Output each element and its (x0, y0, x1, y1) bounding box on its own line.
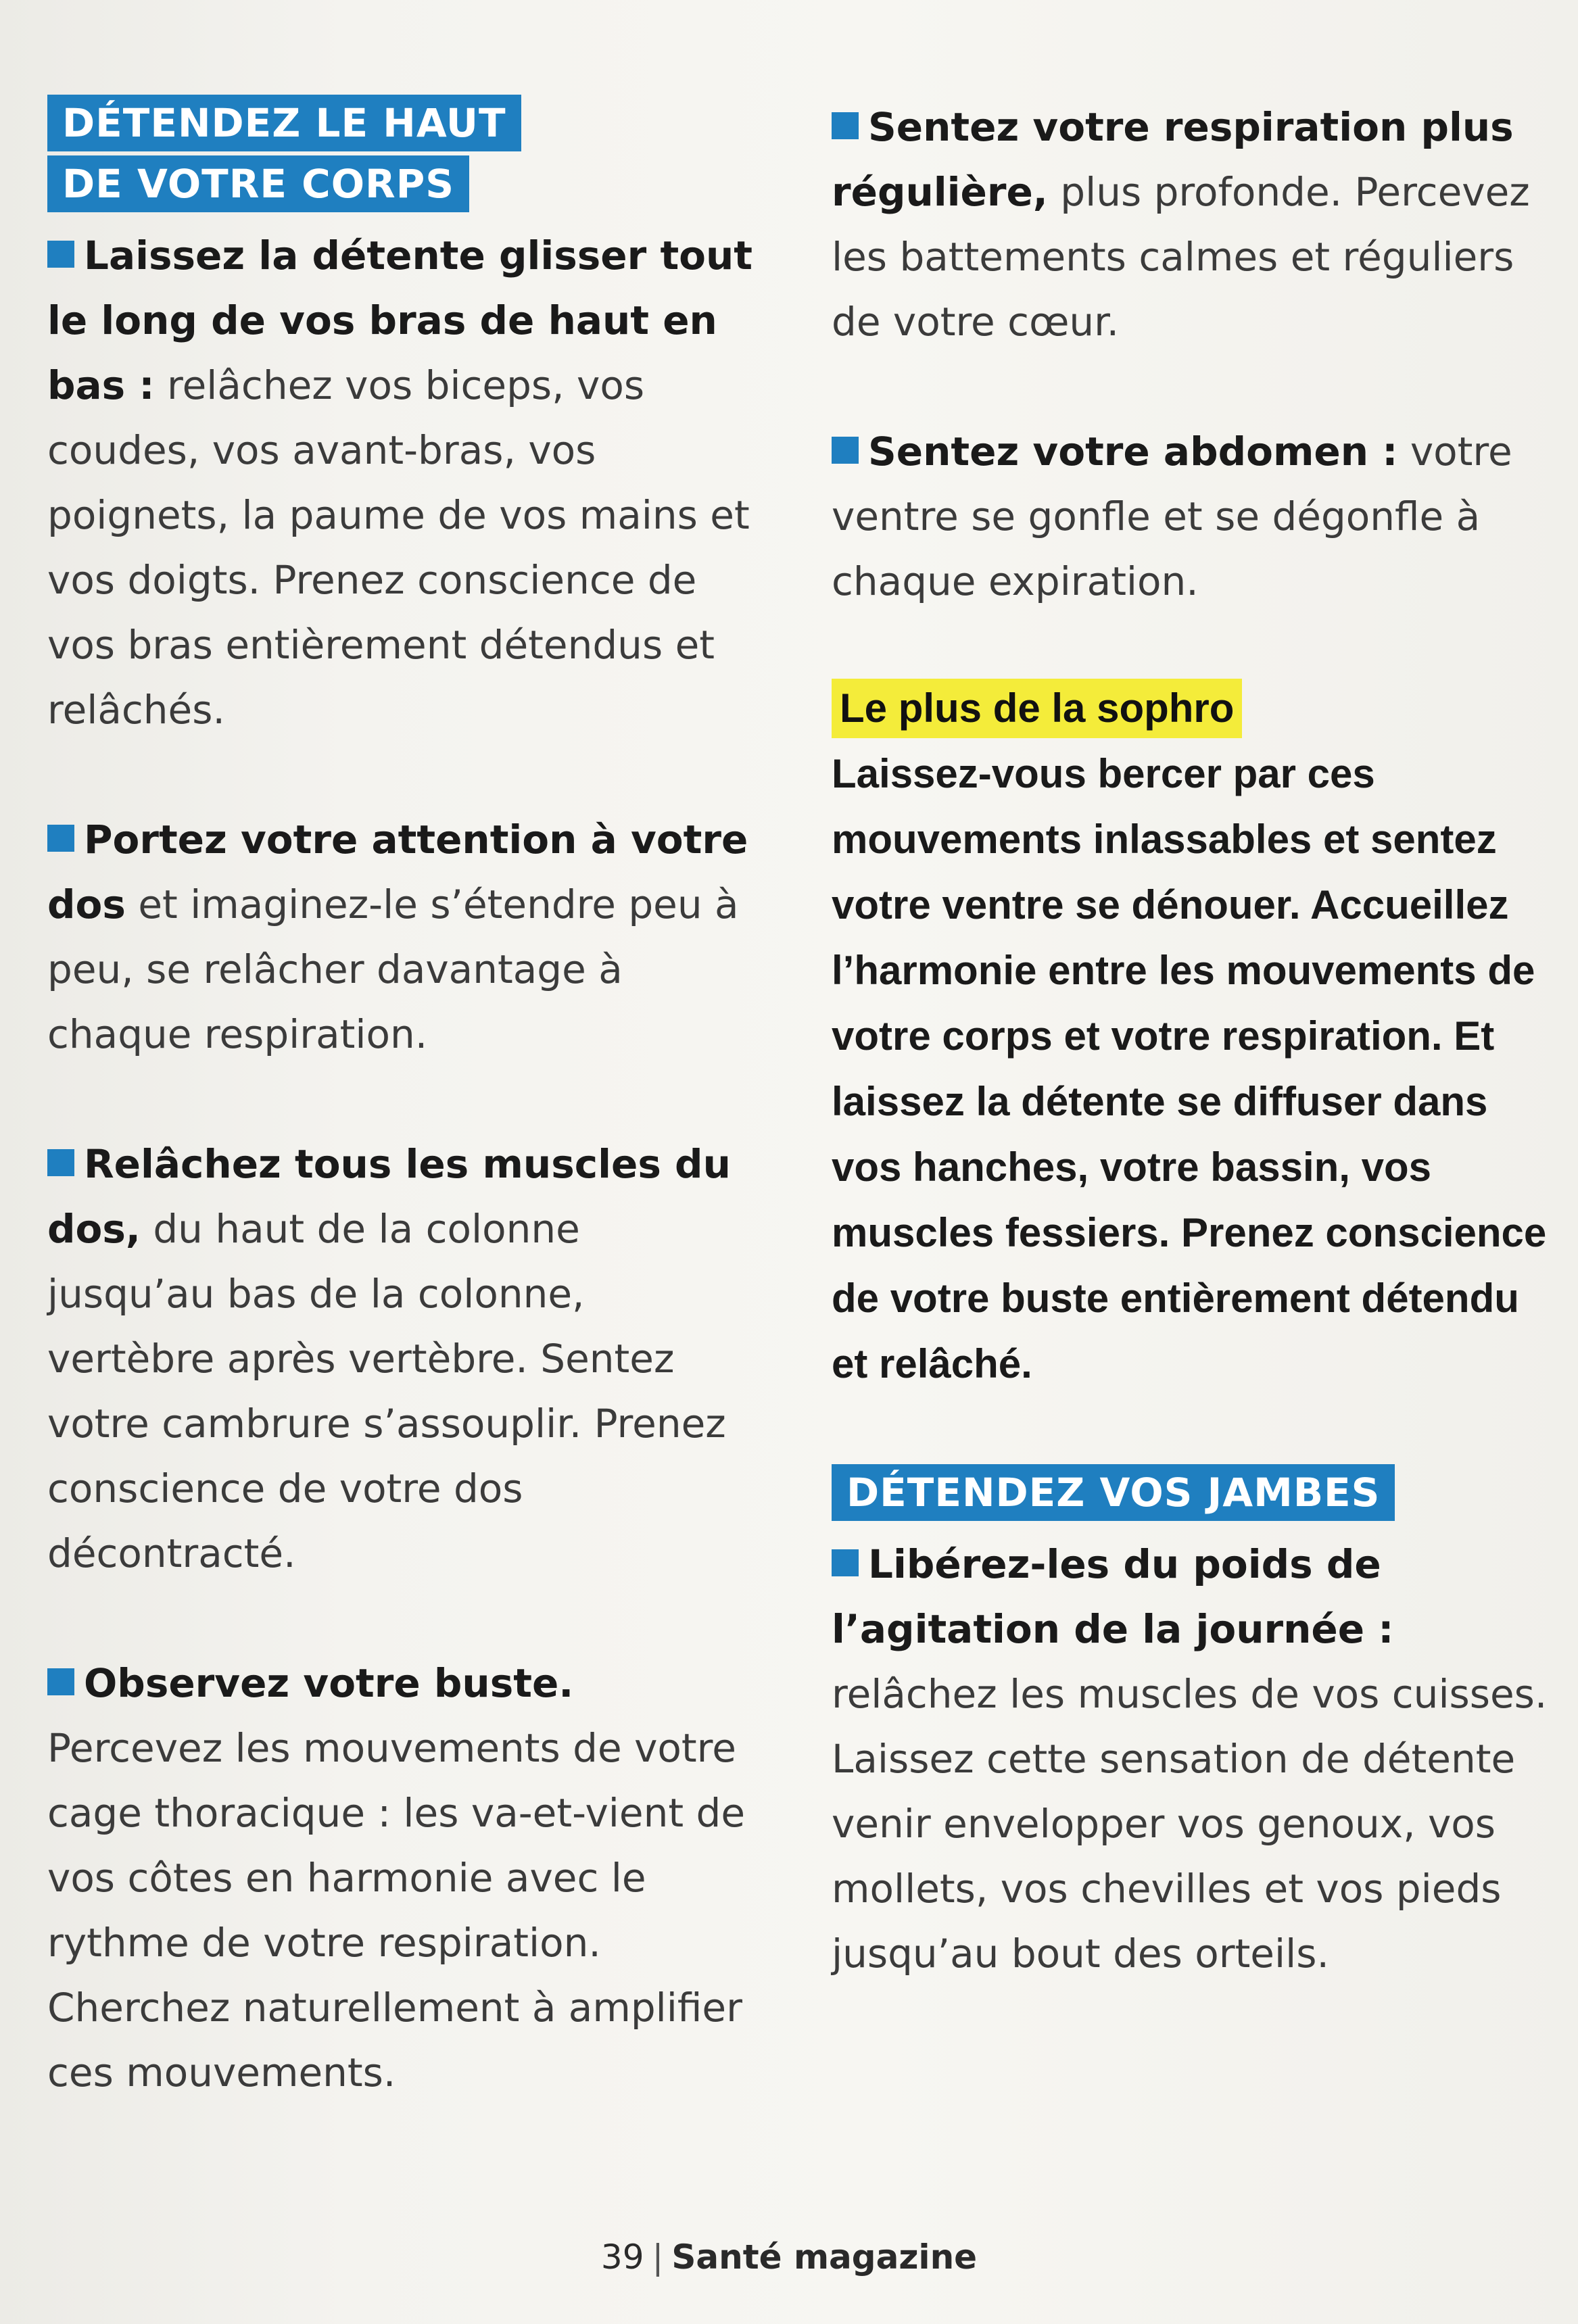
bullet-square-icon (47, 1668, 74, 1695)
paragraph-text: et imaginez-le s’étendre peu à peu, se relâcher davantage à chaque respiration. (47, 881, 739, 1057)
sophro-text: Laissez-vous bercer par ces mouvements inlassables et sentez votre ventre se dénouer. Accueillez l’harmonie entre les mouvements de votre corps et votre respiration. Et laissez la détente se diffuser dans vos hanches, votre bassin, vos muscles fessiers. Prenez conscience de votre buste entièrement détendu et relâché. (832, 751, 1547, 1386)
paragraph-text: plus profonde. Percevez les battements calmes et réguliers de votre cœur. (832, 169, 1530, 345)
paragraph-lead: Sentez votre abdomen : (868, 429, 1398, 475)
paragraph-lead: Observez votre buste. (84, 1660, 574, 1706)
bullet-square-icon (832, 437, 859, 464)
page-footer (0, 2237, 1578, 2277)
page-number: 39 (600, 2237, 644, 2277)
sophro-box (832, 679, 1548, 1397)
sophro-title: Le plus de la sophro (832, 679, 1242, 738)
paragraph-lead: Sentez votre respiration plus régulière, (832, 104, 1514, 215)
left-column (47, 95, 757, 2170)
paragraph-lead: Portez votre attention à votre dos (47, 817, 748, 927)
section-title-legs (832, 1464, 1548, 1525)
paragraph-lead: Libérez-les du poids de l’agitation de la journée : (832, 1541, 1394, 1652)
paragraph-text: relâchez vos biceps, vos coudes, vos avant-bras, vos poignets, la paume de vos mains et vos doigts. Prenez conscience de vos bras entièrement détendus et relâchés. (47, 362, 750, 733)
section-title-line-2: DE VOTRE CORPS (47, 155, 469, 212)
right-column (832, 95, 1548, 2051)
paragraph-chest (47, 1651, 757, 2105)
magazine-name: Santé magazine (671, 2237, 978, 2277)
paragraph-back-muscles (47, 1132, 757, 1586)
paragraph-lead: Laissez la détente glisser tout le long de vos bras de haut en bas : (47, 233, 753, 408)
paragraph-text: du haut de la colonne jusqu’au bas de la colonne, vertèbre après vertèbre. Sentez votre cambrure s’assouplir. Prenez conscience de votre dos décontracté. (47, 1206, 726, 1576)
paragraph-lead: Relâchez tous les muscles du dos, (47, 1141, 731, 1252)
bullet-square-icon (47, 1149, 74, 1176)
bullet-square-icon (47, 241, 74, 268)
bullet-square-icon (832, 112, 859, 139)
paragraph-breathing (832, 95, 1548, 354)
paragraph-arms (47, 223, 757, 742)
paragraph-text: relâchez les muscles de vos cuisses. Laissez cette sensation de détente venir envelopper vos genoux, vos mollets, vos chevilles et vos pieds jusqu’au bout des orteils. (832, 1671, 1548, 1977)
paragraph-back (47, 807, 757, 1067)
paragraph-legs (832, 1532, 1548, 1986)
section-title-legs-label: DÉTENDEZ VOS JAMBES (832, 1464, 1395, 1521)
bullet-square-icon (47, 825, 74, 852)
section-title-upper-body (47, 95, 757, 216)
section-title-line-1: DÉTENDEZ LE HAUT (47, 95, 521, 151)
bullet-square-icon (832, 1549, 859, 1576)
paragraph-text: Percevez les mouvements de votre cage thoracique : les va-et-vient de vos côtes en harmonie avec le rythme de votre respiration. Cherchez naturellement à amplifier ces mouvements. (47, 1725, 746, 2096)
footer-separator: | (652, 2237, 664, 2277)
paragraph-text: votre ventre se gonfle et se dégonfle à chaque expiration. (832, 429, 1512, 604)
paragraph-abdomen (832, 419, 1548, 614)
